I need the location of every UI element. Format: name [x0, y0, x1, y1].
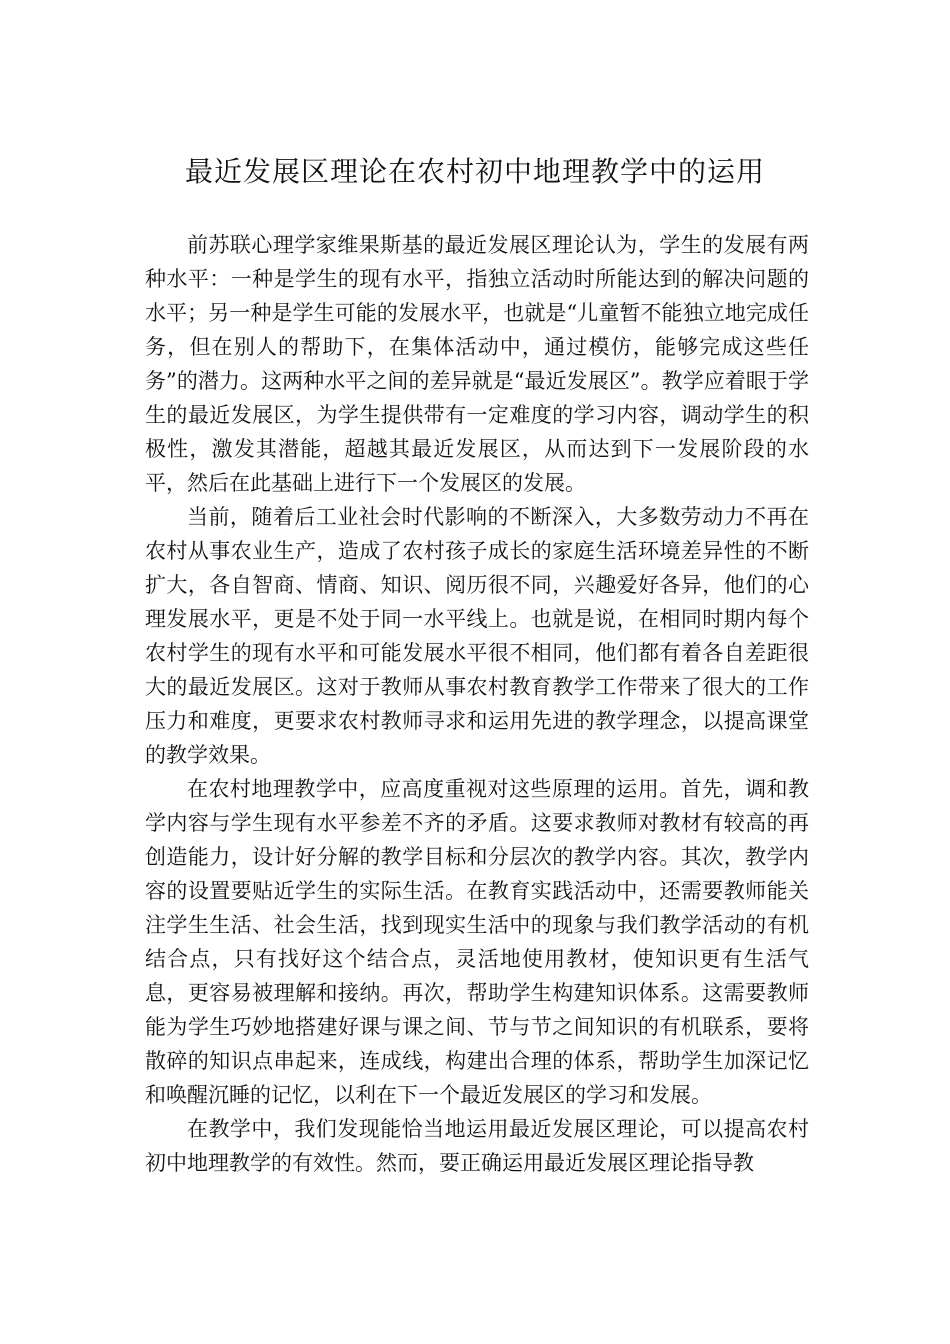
- paragraph-2: 当前，随着后工业社会时代影响的不断深入，大多数劳动力不再在农村从事农业生产，造成了农村孩子成长的家庭生活环境差异性的不断扩大，各自智商、情商、知识、阅历很不同，兴趣爱好各异，他们的心理发展水平，更是不处于同一水平线上。也就是说，在相同时期内每个农村学生的现有水平和可能发展水平很不相同，他们都有着各自差距很大的最近发展区。这对于教师从事农村教育教学工作带来了很大的工作压力和难度，更要求农村教师寻求和运用先进的教学理念，以提高课堂的教学效果。: [145, 505, 809, 767]
- paragraph-1: 前苏联心理学家维果斯基的最近发展区理论认为，学生的发展有两种水平：一种是学生的现有水平，指独立活动时所能达到的解决问题的水平；另一种是学生可能的发展水平，也就是“儿童暂不能独立地完成任务，但在别人的帮助下，在集体活动中，通过模仿，能够完成这些任务”的潜力。这两种水平之间的差异就是“最近发展区”。教学应着眼于学生的最近发展区，为学生提供带有一定难度的学习内容，调动学生的积极性，激发其潜能，超越其最近发展区，从而达到下一发展阶段的水平，然后在此基础上进行下一个发展区的发展。: [145, 233, 809, 495]
- document-body: [145, 228, 809, 1180]
- document-title: 最近发展区理论在农村初中地理教学中的运用: [184, 155, 765, 188]
- paragraph-4: 在教学中，我们发现能恰当地运用最近发展区理论，可以提高农村初中地理教学的有效性。然而，要正确运用最近发展区理论指导教: [145, 1117, 809, 1175]
- paragraph-3: 在农村地理教学中，应高度重视对这些原理的运用。首先，调和教学内容与学生现有水平参差不齐的矛盾。这要求教师对教材有较高的再创造能力，设计好分解的教学目标和分层次的教学内容。其次，教学内容的设置要贴近学生的实际生活。在教育实践活动中，还需要教师能关注学生生活、社会生活，找到现实生活中的现象与我们教学活动的有机结合点，只有找好这个结合点，灵活地使用教材，使知识更有生活气息，更容易被理解和接纳。再次，帮助学生构建知识体系。这需要教师能为学生巧妙地搭建好课与课之间、节与节之间知识的有机联系，要将散碎的知识点串起来，连成线，构建出合理的体系，帮助学生加深记忆和唤醒沉睡的记忆，以利在下一个最近发展区的学习和发展。: [145, 777, 809, 1107]
